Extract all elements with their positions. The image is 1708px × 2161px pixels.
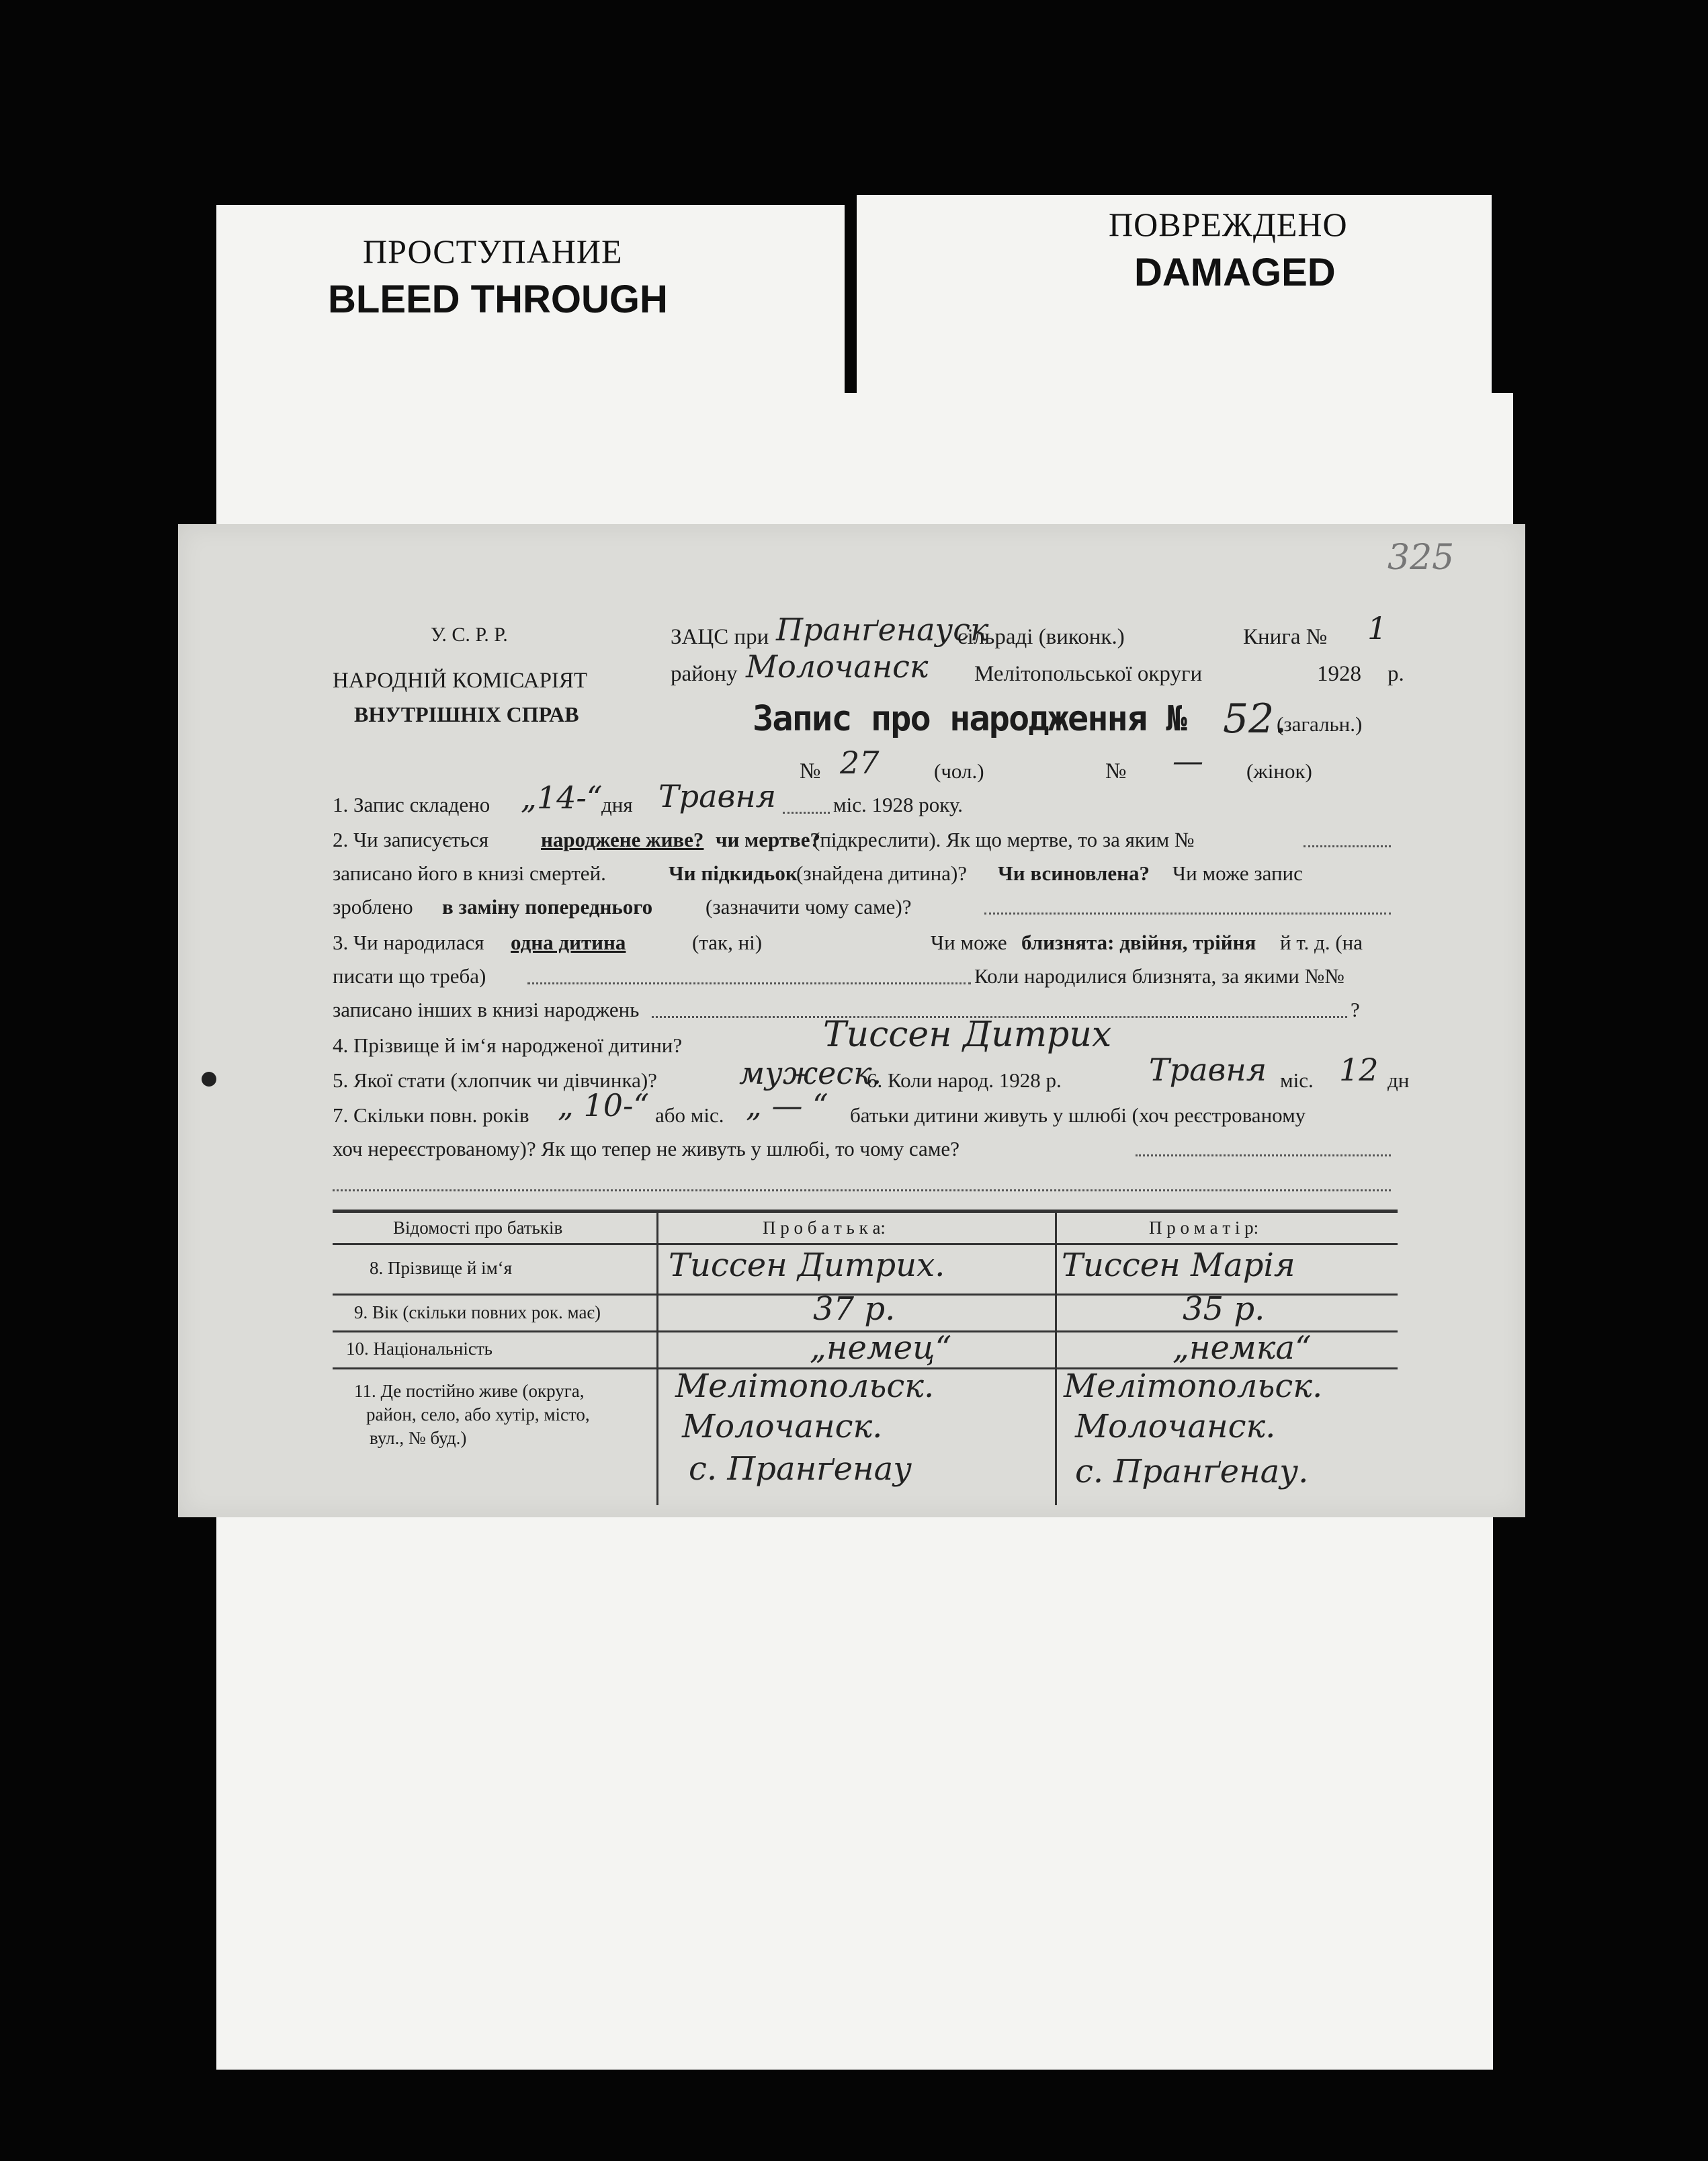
- damaged-ru: ПОВРЕЖДЕНО: [1109, 206, 1348, 243]
- usrr-label: У. С. Р. Р.: [431, 624, 508, 646]
- child-sex: мужеск.: [739, 1055, 882, 1091]
- mother-address-1: Мелітопольск.: [1064, 1367, 1323, 1405]
- okruha-label: Мелітопольської округи: [974, 662, 1203, 686]
- female-record-number: —: [1172, 743, 1203, 779]
- q4-text: 4. Прізвище й ім‘я народженої дитини?: [333, 1033, 683, 1057]
- book-label: Книга №: [1243, 625, 1328, 649]
- q1-day: „14-“: [521, 779, 603, 816]
- zags-prefix: ЗАЦС при: [671, 625, 769, 649]
- female-label: (жінок): [1246, 759, 1312, 783]
- q2-made: зроблено: [333, 895, 413, 919]
- district-prefix: району: [671, 662, 738, 686]
- q3-maybe: Чи може: [931, 931, 1007, 954]
- backing-sheet-top: [216, 393, 1513, 527]
- q2-foundling-note: (знайдена дитина)?: [796, 861, 968, 885]
- q3-etc: й т. д. (на: [1280, 931, 1363, 954]
- marriage-months: „ — “: [746, 1087, 828, 1124]
- q7-text-d: хоч нереєстрованому)? Як що тепер не живуть у шлюбі, то чому саме?: [333, 1137, 959, 1160]
- row-address-label-3: вул., № буд.): [370, 1428, 467, 1448]
- q3-twins-numbers: Коли народилися близнята, за якими №№: [974, 964, 1344, 988]
- father-name: Тиссен Дитрих.: [669, 1246, 945, 1284]
- book-number: 1: [1367, 610, 1387, 646]
- row-nationality-label: 10. Національність: [346, 1339, 493, 1359]
- father-nationality: „немец“: [810, 1329, 952, 1367]
- q6-month-label: міс.: [1280, 1068, 1314, 1092]
- female-no-label: №: [1105, 759, 1127, 783]
- q6-day-label: дн: [1387, 1068, 1410, 1092]
- punch-hole: [202, 1072, 216, 1087]
- record-title: Запис про народження №: [753, 699, 1186, 739]
- q3-question-mark: ?: [1351, 998, 1360, 1021]
- row-address-label-2: район, село, або хутір, місто,: [366, 1404, 590, 1425]
- row-age-label: 9. Вік (скільки повних рок. має): [354, 1302, 601, 1322]
- zags-suffix: сільраді (виконк.): [957, 625, 1125, 649]
- q7-months-label: або міс.: [655, 1103, 724, 1127]
- mother-address-2: Молочанск.: [1075, 1408, 1276, 1445]
- q1-month: Травня: [658, 778, 777, 814]
- bleed-through-en: BLEED THROUGH: [328, 278, 668, 321]
- q5-text: 5. Якої стати (хлопчик чи дівчинка)?: [333, 1068, 657, 1092]
- zags-village: Пранґенауск: [776, 611, 989, 648]
- q3-births-book: записано інших в книзі народжень: [333, 998, 640, 1021]
- q7-text: 7. Скільки повн. років: [333, 1103, 529, 1127]
- q2-replacement: в заміну попереднього: [442, 895, 653, 919]
- q2-replacement-q: Чи може запис: [1172, 861, 1303, 885]
- father-address-3: с. Пранґенау: [689, 1450, 912, 1488]
- bleed-through-ru: ПРОСТУПАНИЕ: [363, 232, 623, 270]
- birth-month: Травня: [1149, 1052, 1267, 1088]
- district-name: Молочанск: [746, 648, 929, 685]
- page-number: 325: [1387, 538, 1455, 578]
- child-name: Тиссен Дитрих: [823, 1015, 1112, 1055]
- q2-dead: чи мертве?: [716, 828, 821, 851]
- mother-nationality: „немка“: [1172, 1329, 1312, 1367]
- q3-yes-no: (так, ні): [692, 931, 763, 954]
- q2-deaths-book: записано його в книзі смертей.: [333, 861, 606, 885]
- table-head-parents: Відомості про батьків: [393, 1218, 563, 1238]
- record-total-suffix: (загальн.): [1277, 712, 1363, 736]
- row-name-label: 8. Прізвище й ім‘я: [370, 1258, 513, 1278]
- commissariat-line-2: ВНУТРІШНІХ СПРАВ: [354, 702, 579, 726]
- male-record-number: 27: [840, 745, 880, 781]
- damaged-en: DAMAGED: [1134, 251, 1336, 294]
- table-top-line: [333, 1210, 1398, 1213]
- marriage-years: „ 10-“: [558, 1087, 650, 1124]
- backing-sheet-bottom: [216, 1512, 1493, 2070]
- q7-text-c: батьки дитини живуть у шлюбі (хоч реєстрованому: [850, 1103, 1306, 1127]
- q2-foundling: Чи підкидьок: [669, 861, 798, 885]
- q6-text: 6. Коли народ. 1928 р.: [867, 1068, 1062, 1092]
- q2-replacement-note: (зазначити чому саме)?: [706, 895, 912, 919]
- father-address-2: Молочанск.: [682, 1408, 883, 1445]
- record-number-total: 52.: [1223, 695, 1287, 743]
- father-address-1: Мелітопольск.: [675, 1367, 935, 1405]
- male-label: (чол.): [934, 759, 984, 783]
- q3-single-child: одна дитина: [511, 931, 626, 954]
- q3-write: писати що треба): [333, 964, 486, 988]
- q2-adopted: Чи всиновлена?: [998, 861, 1150, 885]
- q2-text-d: (підкреслити). Як що мертве, то за яким №: [813, 828, 1195, 851]
- father-age: 37 р.: [813, 1290, 896, 1328]
- mother-address-3: с. Пранґенау.: [1075, 1453, 1309, 1490]
- q1-day-label: дня: [601, 793, 633, 816]
- birth-record-card: [178, 524, 1525, 1517]
- male-no-label: №: [800, 759, 821, 783]
- table-head-mother: П р о м а т і р:: [1149, 1218, 1259, 1238]
- q3-text: 3. Чи народилася: [333, 931, 484, 954]
- mother-age: 35 р.: [1183, 1290, 1265, 1328]
- year-printed: 1928: [1317, 662, 1361, 686]
- year-suffix: р.: [1387, 662, 1404, 686]
- q1-year: міс. 1928 року.: [833, 793, 964, 816]
- q1-text: 1. Запис складено: [333, 793, 490, 816]
- commissariat-line-1: НАРОДНІЙ КОМІСАРІЯТ: [333, 669, 588, 693]
- table-head-father: П р о б а т ь к а:: [763, 1218, 886, 1238]
- q3-twins: близнята: двійня, трійня: [1021, 931, 1256, 954]
- row-address-label-1: 11. Де постійно живе (округа,: [354, 1381, 585, 1401]
- q2-text-a: 2. Чи записується: [333, 828, 489, 851]
- birth-day: 12: [1339, 1052, 1379, 1088]
- mother-name: Тиссен Марія: [1062, 1246, 1295, 1284]
- q2-alive: народжене живе?: [541, 828, 704, 851]
